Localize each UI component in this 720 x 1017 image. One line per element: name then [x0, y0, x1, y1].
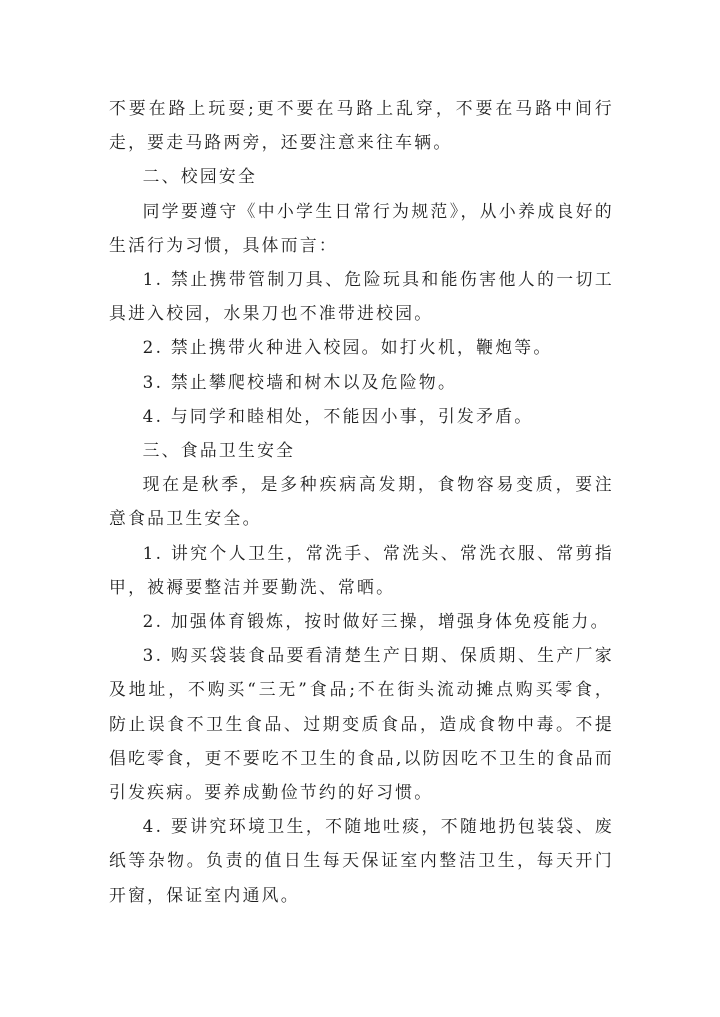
list-item-food-1: 1. 讲究个人卫生，常洗手、常洗头、常洗衣服、常剪指甲，被褥要整洁并要勤洗、常晒。 [109, 542, 614, 597]
heading-campus-safety: 二、校园安全 [142, 166, 258, 187]
paragraph-food-intro: 现在是秋季，是多种疾病高发期，食物容易变质，要注意食品卫生安全。 [109, 474, 614, 529]
list-item-food-2: 2. 加强体育锻炼，按时做好三操，增强身体免疫能力。 [142, 611, 610, 632]
list-item-food-3: 3. 购买袋装食品要看清楚生产日期、保质期、生产厂家及地址，不购买“三无”食品;不在街头流动摊点购买零食，防止误食不卫生食品、过期变质食品，造成食物中毒。不提倡吃零食，更不要吃不卫生的食品,以防因吃不卫生的食品而引发疾病。要养成勤俭节约的好习惯。 [109, 645, 614, 803]
heading-food-safety: 三、食品卫生安全 [142, 440, 296, 461]
document-body [109, 91, 614, 912]
paragraph-campus-intro: 同学要遵守《中小学生日常行为规范》，从小养成良好的生活行为习惯，具体而言： [109, 200, 614, 255]
list-item-food-4: 4. 要讲究环境卫生，不随地吐痰，不随地扔包装袋、废纸等杂物。负责的值日生每天保证室内整洁卫生，每天开门开窗，保证室内通风。 [109, 816, 614, 905]
list-item-campus-1: 1. 禁止携带管制刀具、危险玩具和能伤害他人的一切工具进入校园，水果刀也不准带进校园。 [109, 269, 614, 324]
list-item-campus-4: 4. 与同学和睦相处，不能因小事，引发矛盾。 [142, 405, 534, 426]
paragraph-traffic-continuation: 不要在路上玩耍;更不要在马路上乱穿，不要在马路中间行走，要走马路两旁，还要注意来往车辆。 [109, 98, 614, 153]
list-item-campus-3: 3. 禁止攀爬校墙和树木以及危险物。 [142, 371, 458, 392]
list-item-campus-2: 2. 禁止携带火种进入校园。如打火机，鞭炮等。 [142, 337, 553, 358]
